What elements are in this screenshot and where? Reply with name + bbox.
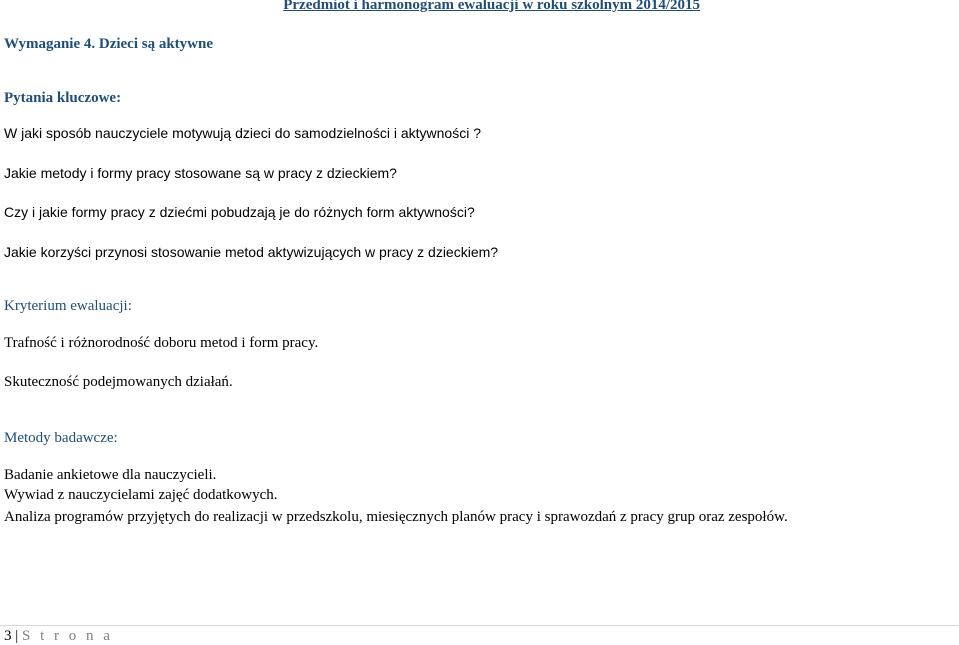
key-question-item: W jaki sposób nauczyciele motywują dzieci do samodzielności i aktywności ? (4, 125, 481, 141)
methods-heading: Metody badawcze: (4, 430, 118, 446)
method-item: Analiza programów przyjętych do realizacji w przedszkolu, miesięcznych planów pracy i sprawozdań z pracy grup oraz zespołów. (4, 509, 788, 525)
criteria-heading: Kryterium ewaluacji: (4, 298, 132, 314)
key-question-item: Jakie korzyści przynosi stosowanie metod aktywizujących w pracy z dzieckiem? (4, 244, 499, 260)
method-item: Badanie ankietowe dla nauczycieli. (4, 467, 217, 483)
key-question-item: Jakie metody i formy pracy stosowane są w pracy z dzieckiem? (4, 165, 397, 181)
method-item: Wywiad z nauczycielami zajęć dodatkowych. (4, 487, 278, 503)
footer-page-label: S t r o n a (22, 628, 113, 644)
page-number: 3 (4, 628, 12, 644)
key-questions-heading: Pytania kluczowe: (4, 90, 122, 106)
document-header-title: Przedmiot i harmonogram ewaluacji w roku szkolnym 2014/2015 (283, 0, 700, 13)
footer-separator: | (15, 628, 19, 644)
key-question-item: Czy i jakie formy pracy z dziećmi pobudzają je do różnych form aktywności? (4, 204, 475, 220)
criteria-item: Trafność i różnorodność doboru metod i form pracy. (4, 335, 319, 351)
requirement-label: Wymaganie 4. Dzieci są aktywne (4, 36, 214, 52)
footer-divider (0, 625, 959, 626)
page-footer (4, 627, 113, 645)
criteria-item: Skuteczność podejmowanych działań. (4, 374, 233, 390)
